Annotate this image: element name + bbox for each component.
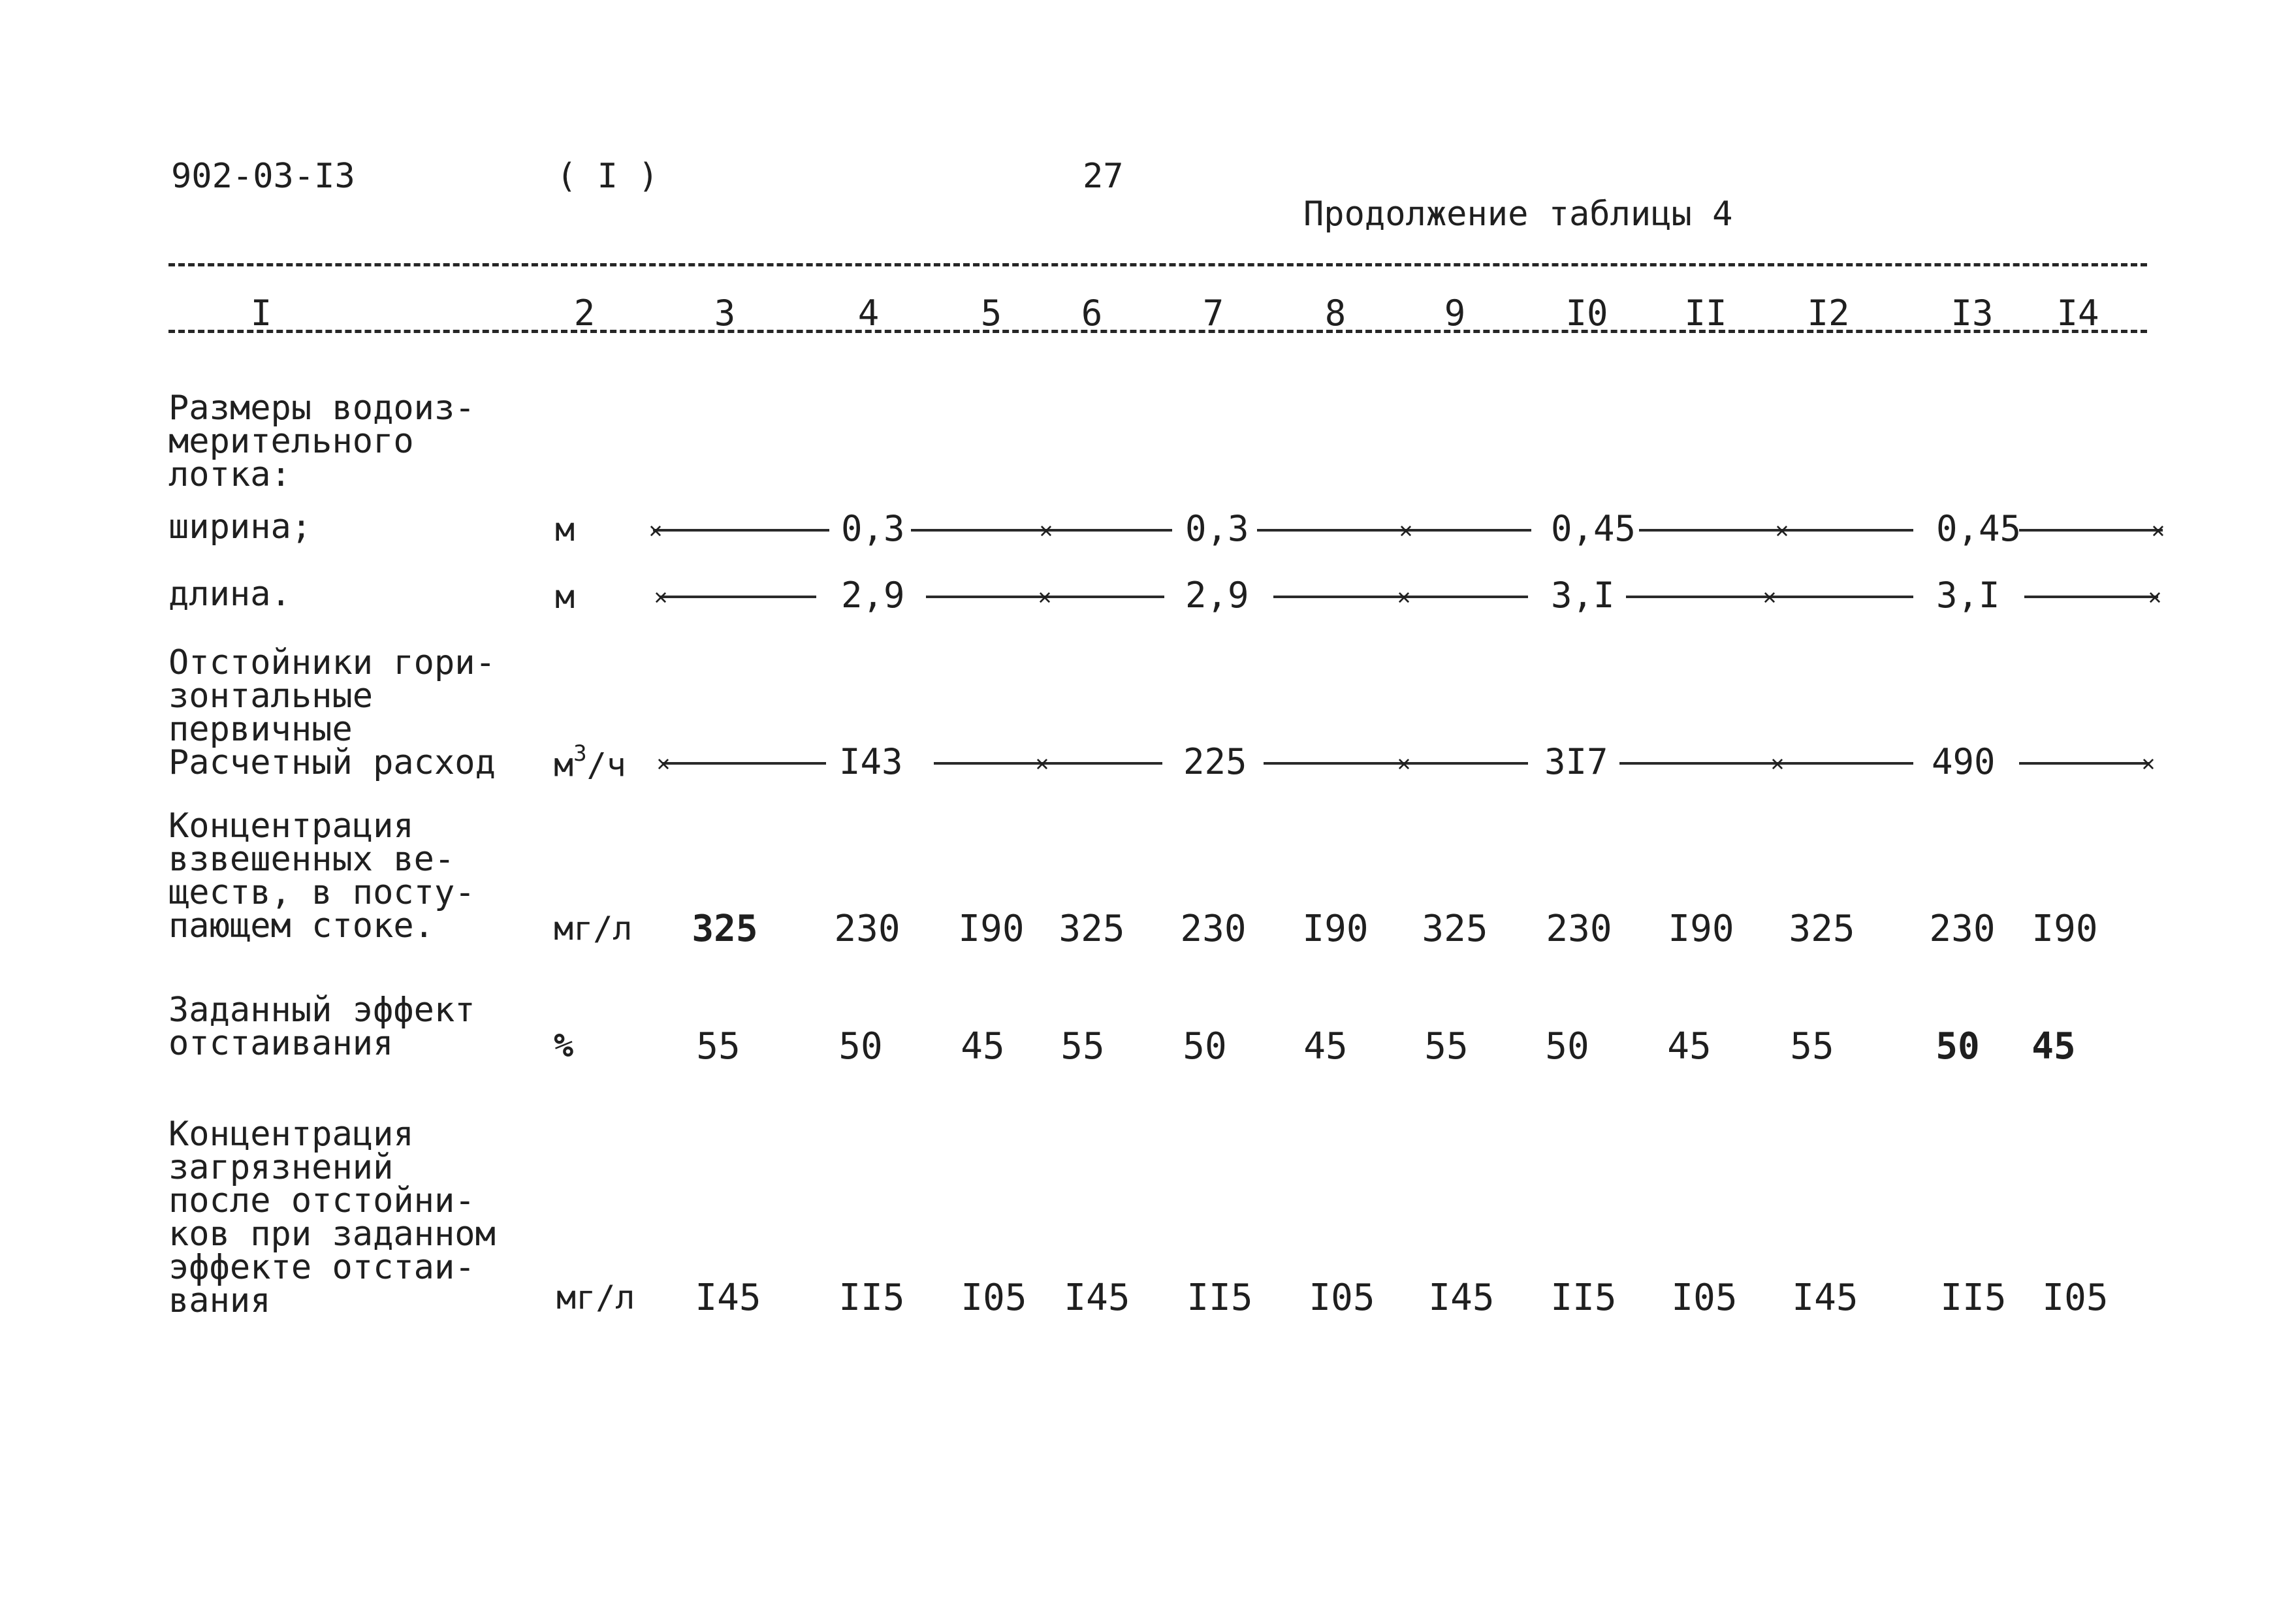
table-cell: 45 <box>1303 1025 1348 1068</box>
column-number: 5 <box>980 293 1002 334</box>
column-number: 2 <box>573 293 596 334</box>
table-cell: 325 <box>1789 908 1855 950</box>
table-cell: 45 <box>1667 1025 1712 1068</box>
flow-value: 3I7 <box>1544 741 1608 782</box>
column-number: I0 <box>1565 293 1608 334</box>
concentration-unit: мг/л <box>554 910 633 947</box>
range-tick-mark: ✕ <box>654 584 668 610</box>
table-cell: I45 <box>1792 1277 1858 1319</box>
range-tick-mark: ✕ <box>1770 750 1785 776</box>
pollution-unit: мг/л <box>556 1279 635 1316</box>
width-value: 0,3 <box>841 508 905 549</box>
sheet-index: ( I ) <box>556 157 659 196</box>
flume-section-label: Размеры водоиз- мерительного лотка: <box>168 389 475 494</box>
flow-unit-base: м <box>554 746 574 784</box>
column-number: 9 <box>1444 293 1466 334</box>
width-value: 0,45 <box>1936 508 2022 549</box>
table-cell: 45 <box>2031 1025 2076 1068</box>
range-tick-mark: ✕ <box>1038 584 1052 610</box>
range-line <box>1257 529 1531 532</box>
range-line <box>663 762 826 765</box>
table-cell: 50 <box>1183 1025 1227 1068</box>
width-value: 0,3 <box>1185 508 1249 549</box>
width-row-label: ширина; <box>168 507 312 547</box>
table-cell: 45 <box>961 1025 1005 1068</box>
table-cell: 325 <box>692 908 758 950</box>
table-cell: 55 <box>696 1025 741 1068</box>
range-line <box>2019 762 2150 765</box>
flow-unit-superscript: 3 <box>573 740 587 767</box>
table-cell: I90 <box>1668 908 1734 950</box>
column-number: 6 <box>1081 293 1103 334</box>
flow-value: I43 <box>839 741 903 782</box>
range-tick-mark: ✕ <box>1762 584 1777 610</box>
range-tick-mark: ✕ <box>2141 750 2156 776</box>
table-cell: II5 <box>1550 1277 1617 1319</box>
table-cell: I45 <box>695 1277 761 1319</box>
flow-unit <box>554 740 626 784</box>
range-tick-mark: ✕ <box>1397 584 1411 610</box>
column-number: I2 <box>1807 293 1850 334</box>
range-tick-mark: ✕ <box>656 750 671 776</box>
table-cell: I45 <box>1428 1277 1495 1319</box>
range-line <box>2024 596 2158 598</box>
table-cell: II5 <box>1940 1277 2007 1319</box>
range-tick-mark: ✕ <box>1775 517 1789 543</box>
table-cell: 55 <box>1060 1025 1105 1068</box>
range-tick-mark: ✕ <box>2151 517 2165 543</box>
table-cell: 55 <box>1424 1025 1469 1068</box>
range-line <box>653 529 829 532</box>
width-value: 0,45 <box>1551 508 1636 549</box>
table-cell: 230 <box>834 908 900 950</box>
length-value: 3,I <box>1551 575 1615 616</box>
table-cell: I05 <box>1309 1277 1375 1319</box>
column-number: I <box>250 293 272 334</box>
effect-row-label: Заданный эффект отстаивания <box>168 991 475 1063</box>
range-tick-mark: ✕ <box>2148 584 2162 610</box>
range-line <box>1264 762 1528 765</box>
range-line <box>2019 529 2163 532</box>
table-cell: I90 <box>958 908 1025 950</box>
table-cell: II5 <box>1187 1277 1253 1319</box>
pollution-row-label: Концентрация загрязнений после отстойни- ков при заданном эффекте отстаи- вания <box>168 1115 496 1320</box>
column-number: I4 <box>2056 293 2099 334</box>
range-line <box>1619 762 1913 765</box>
effect-unit: % <box>554 1027 574 1064</box>
flow-value: 490 <box>1932 741 1996 782</box>
table-cell: I90 <box>2031 908 2098 950</box>
settlers-section-label: Отстойники гори- зонтальные первичные Расчетный расход <box>168 643 496 782</box>
table-cell: I05 <box>1671 1277 1738 1319</box>
table-cell: 50 <box>838 1025 883 1068</box>
column-number: 4 <box>857 293 880 334</box>
table-cell: I45 <box>1064 1277 1130 1319</box>
range-tick-mark: ✕ <box>1399 517 1413 543</box>
table-cell: I90 <box>1302 908 1369 950</box>
column-number: 8 <box>1324 293 1346 334</box>
table-continuation-title: Продолжение таблицы 4 <box>1303 195 1733 234</box>
length-unit: м <box>555 578 575 616</box>
table-header-rule <box>168 330 2147 333</box>
range-line <box>660 596 816 598</box>
page-number: 27 <box>1083 157 1124 196</box>
column-number: II <box>1684 293 1727 334</box>
concentration-row-label: Концентрация взвешенных ве- ществ, в посту- пающем стоке. <box>168 806 475 946</box>
flow-value: 225 <box>1183 741 1247 782</box>
table-cell: 230 <box>1546 908 1612 950</box>
table-cell: 230 <box>1180 908 1247 950</box>
table-cell: 55 <box>1790 1025 1834 1068</box>
table-cell: 325 <box>1422 908 1488 950</box>
document-code: 902-03-I3 <box>171 157 355 196</box>
length-value: 3,I <box>1936 575 2000 616</box>
width-unit: м <box>555 511 575 549</box>
length-value: 2,9 <box>1185 575 1249 616</box>
table-cell: 325 <box>1059 908 1125 950</box>
table-cell: II5 <box>838 1277 905 1319</box>
table-cell: I05 <box>2042 1277 2109 1319</box>
range-tick-mark: ✕ <box>1035 750 1049 776</box>
table-cell: 230 <box>1929 908 1996 950</box>
flow-unit-rest: /ч <box>586 746 626 784</box>
table-top-rule <box>168 263 2147 266</box>
range-tick-mark: ✕ <box>1039 517 1053 543</box>
table-cell: I05 <box>961 1277 1027 1319</box>
column-number: 3 <box>714 293 736 334</box>
table-cell: 50 <box>1936 1025 1980 1068</box>
column-number: 7 <box>1202 293 1224 334</box>
length-row-label: длина. <box>168 575 291 614</box>
column-number: I3 <box>1951 293 1994 334</box>
range-tick-mark: ✕ <box>1397 750 1411 776</box>
length-value: 2,9 <box>841 575 905 616</box>
table-cell: 50 <box>1545 1025 1589 1068</box>
range-tick-mark: ✕ <box>648 517 663 543</box>
